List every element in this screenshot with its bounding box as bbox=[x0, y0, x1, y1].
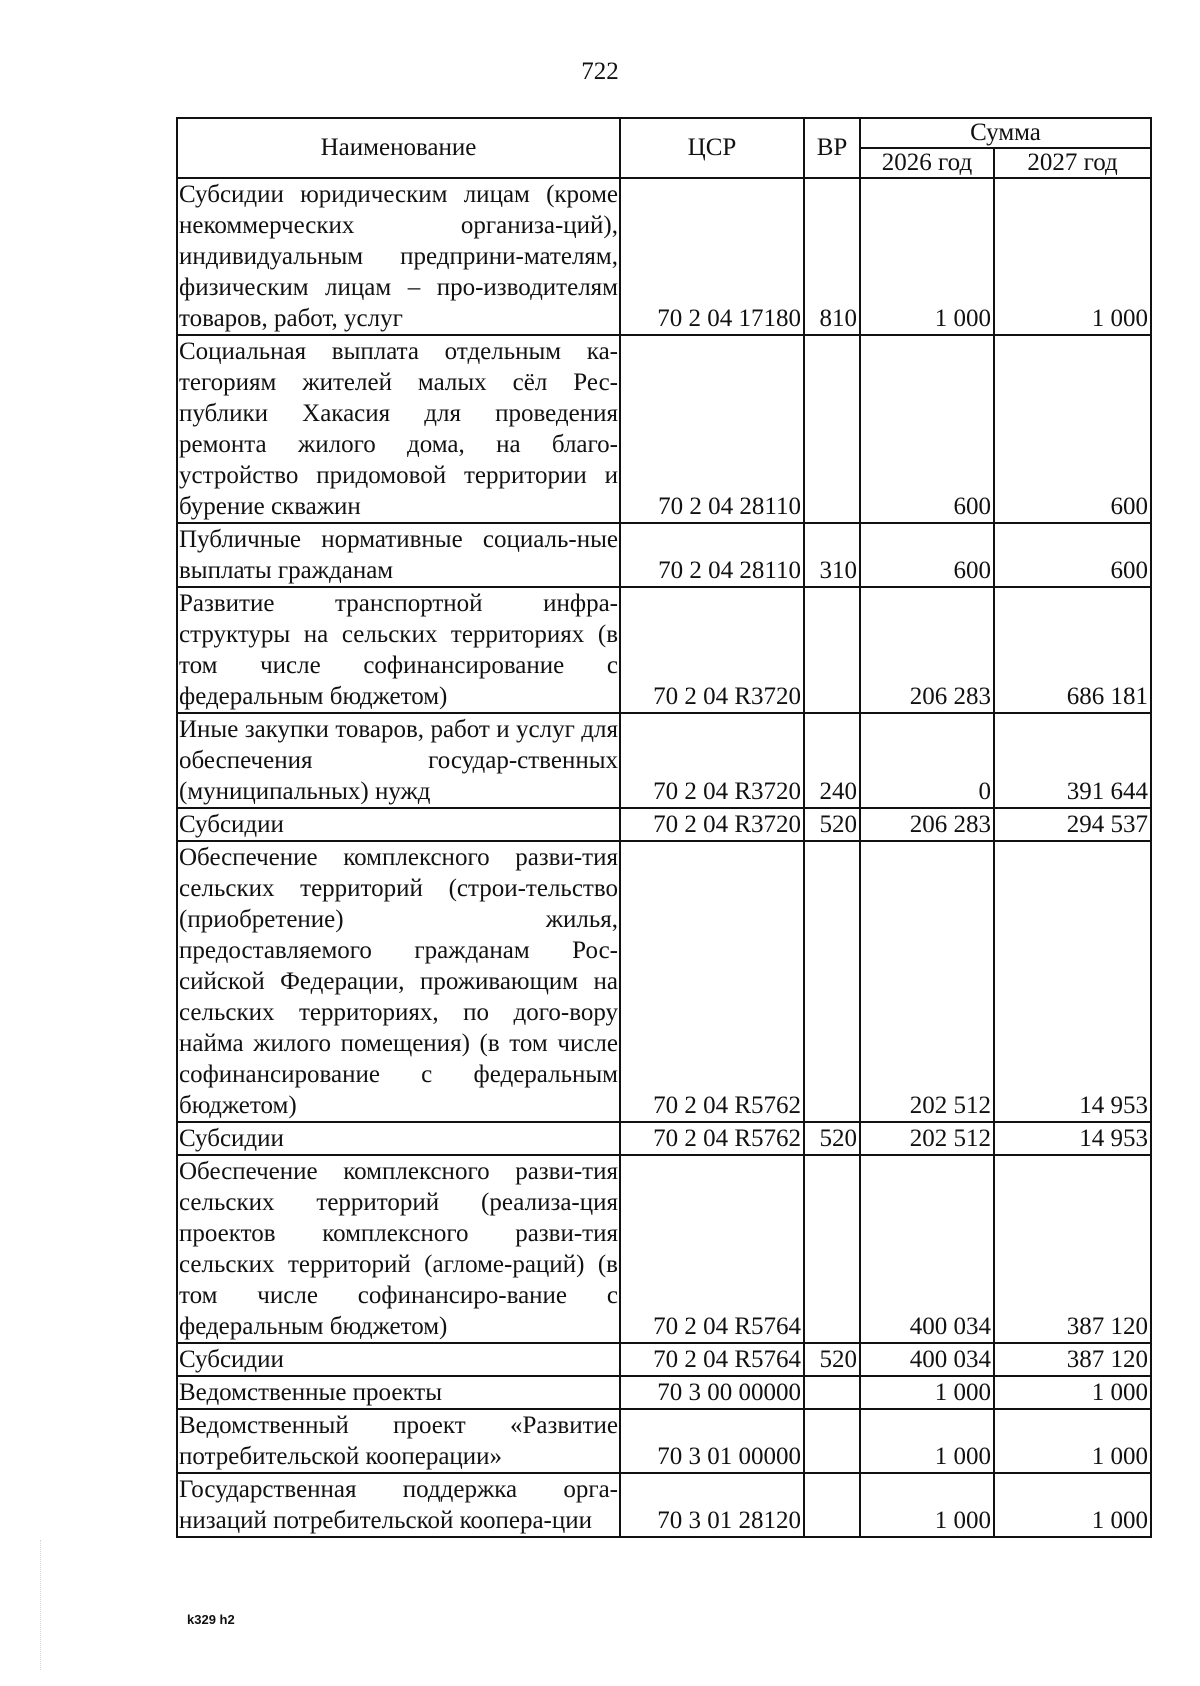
row-name: Обеспечение комплексного разви-тия сельских территорий (строи-тельство (приобретение) жилья, предоставляемого гражданам Рос-сийской Федерации, проживающим на сельских территориях, по дого-вору найма жилого помещения) (в том числе софинансирование с федеральным бюджетом) bbox=[177, 841, 620, 1122]
row-sum-2026: 1 000 bbox=[860, 1409, 994, 1473]
row-sum-2027: 294 537 bbox=[994, 808, 1151, 841]
row-sum-2026: 206 283 bbox=[860, 808, 994, 841]
table-row bbox=[177, 335, 1151, 523]
row-sum-2027: 686 181 bbox=[994, 587, 1151, 713]
row-sum-2027: 387 120 bbox=[994, 1155, 1151, 1343]
row-csr: 70 2 04 R5762 bbox=[620, 841, 804, 1122]
row-sum-2027: 600 bbox=[994, 523, 1151, 587]
row-sum-2027: 1 000 bbox=[994, 1409, 1151, 1473]
row-name: Субсидии bbox=[177, 1343, 620, 1376]
row-sum-2026: 1 000 bbox=[860, 1376, 994, 1409]
row-sum-2027: 387 120 bbox=[994, 1343, 1151, 1376]
header-sum: Сумма bbox=[860, 118, 1151, 148]
row-sum-2026: 1 000 bbox=[860, 1473, 994, 1537]
row-name: Государственная поддержка орга-низаций потребительской коопера-ции bbox=[177, 1473, 620, 1537]
row-name: Развитие транспортной инфра-структуры на сельских территориях (в том числе софинансирование с федеральным бюджетом) bbox=[177, 587, 620, 713]
table-row bbox=[177, 1155, 1151, 1343]
row-csr: 70 2 04 R5764 bbox=[620, 1155, 804, 1343]
row-csr: 70 2 04 17180 bbox=[620, 178, 804, 335]
row-sum-2026: 400 034 bbox=[860, 1155, 994, 1343]
row-vr: 240 bbox=[804, 713, 860, 808]
row-csr: 70 2 04 28110 bbox=[620, 523, 804, 587]
row-csr: 70 2 04 R5762 bbox=[620, 1122, 804, 1155]
page-number: 722 bbox=[581, 58, 619, 85]
row-name: Публичные нормативные социаль-ные выплаты гражданам bbox=[177, 523, 620, 587]
row-vr bbox=[804, 841, 860, 1122]
table-body bbox=[177, 178, 1151, 1537]
header-year-2026: 2026 год bbox=[860, 148, 994, 178]
row-sum-2026: 600 bbox=[860, 523, 994, 587]
row-name: Субсидии bbox=[177, 808, 620, 841]
row-csr: 70 2 04 R3720 bbox=[620, 808, 804, 841]
row-vr bbox=[804, 587, 860, 713]
header-vr: ВР bbox=[804, 118, 860, 178]
row-name: Обеспечение комплексного разви-тия сельских территорий (реализа-ция проектов комплексного разви-тия сельских территорий (агломе-раций) (в том числе софинансиро-вание с федеральным бюджетом) bbox=[177, 1155, 620, 1343]
table-row bbox=[177, 587, 1151, 713]
row-sum-2026: 206 283 bbox=[860, 587, 994, 713]
table-row bbox=[177, 523, 1151, 587]
header-year-2027: 2027 год bbox=[994, 148, 1151, 178]
row-name: Иные закупки товаров, работ и услуг для обеспечения государ-ственных (муниципальных) нужд bbox=[177, 713, 620, 808]
row-vr: 520 bbox=[804, 808, 860, 841]
row-csr: 70 2 04 R5764 bbox=[620, 1343, 804, 1376]
row-name: Ведомственный проект «Развитие потребительской кооперации» bbox=[177, 1409, 620, 1473]
row-csr: 70 3 01 28120 bbox=[620, 1473, 804, 1537]
table-header bbox=[177, 118, 1151, 178]
row-sum-2026: 202 512 bbox=[860, 841, 994, 1122]
row-vr: 310 bbox=[804, 523, 860, 587]
table-row bbox=[177, 1376, 1151, 1409]
row-sum-2026: 1 000 bbox=[860, 178, 994, 335]
row-csr: 70 3 00 00000 bbox=[620, 1376, 804, 1409]
budget-table bbox=[176, 117, 1152, 1538]
row-csr: 70 2 04 R3720 bbox=[620, 587, 804, 713]
table-row bbox=[177, 808, 1151, 841]
table-row bbox=[177, 1343, 1151, 1376]
row-sum-2027: 391 644 bbox=[994, 713, 1151, 808]
footer-code: k329 h2 bbox=[187, 1612, 235, 1627]
table-row bbox=[177, 1122, 1151, 1155]
row-sum-2027: 14 953 bbox=[994, 1122, 1151, 1155]
row-name: Субсидии bbox=[177, 1122, 620, 1155]
row-vr bbox=[804, 1376, 860, 1409]
row-vr bbox=[804, 1155, 860, 1343]
scan-artifact bbox=[40, 1540, 71, 1670]
row-sum-2027: 1 000 bbox=[994, 178, 1151, 335]
table-row bbox=[177, 178, 1151, 335]
row-sum-2026: 400 034 bbox=[860, 1343, 994, 1376]
row-name: Ведомственные проекты bbox=[177, 1376, 620, 1409]
row-csr: 70 3 01 00000 bbox=[620, 1409, 804, 1473]
table-row bbox=[177, 1409, 1151, 1473]
row-name: Социальная выплата отдельным ка-тегориям жителей малых сёл Рес-публики Хакасия для проведения ремонта жилого дома, на благо-устройство придомовой территории и бурение скважин bbox=[177, 335, 620, 523]
row-vr bbox=[804, 1409, 860, 1473]
row-csr: 70 2 04 R3720 bbox=[620, 713, 804, 808]
row-sum-2026: 202 512 bbox=[860, 1122, 994, 1155]
row-vr: 520 bbox=[804, 1343, 860, 1376]
row-sum-2027: 600 bbox=[994, 335, 1151, 523]
row-sum-2026: 0 bbox=[860, 713, 994, 808]
header-name: Наименование bbox=[177, 118, 620, 178]
table-row bbox=[177, 713, 1151, 808]
table-row bbox=[177, 841, 1151, 1122]
row-sum-2027: 1 000 bbox=[994, 1376, 1151, 1409]
row-sum-2026: 600 bbox=[860, 335, 994, 523]
row-vr bbox=[804, 335, 860, 523]
row-vr: 520 bbox=[804, 1122, 860, 1155]
row-vr bbox=[804, 1473, 860, 1537]
row-sum-2027: 1 000 bbox=[994, 1473, 1151, 1537]
row-vr: 810 bbox=[804, 178, 860, 335]
row-name: Субсидии юридическим лицам (кроме некоммерческих организа-ций), индивидуальным предприни-мателям, физическим лицам – про-изводителям товаров, работ, услуг bbox=[177, 178, 620, 335]
row-csr: 70 2 04 28110 bbox=[620, 335, 804, 523]
header-csr: ЦСР bbox=[620, 118, 804, 178]
table-row bbox=[177, 1473, 1151, 1537]
row-sum-2027: 14 953 bbox=[994, 841, 1151, 1122]
